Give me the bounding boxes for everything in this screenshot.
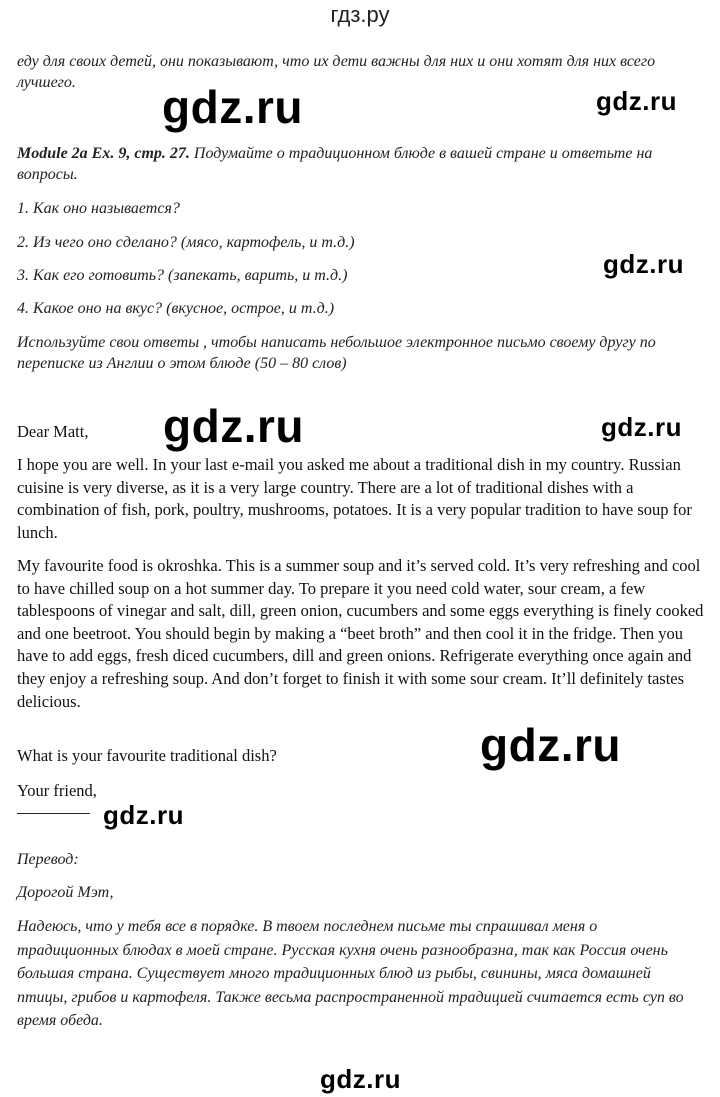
watermark: gdz.ru bbox=[601, 412, 682, 442]
task-reference: Module 2a Ex. 9, стр. 27. bbox=[17, 145, 190, 162]
task-instruction: Используйте свои ответы , чтобы написать небольшое электронное письмо своему другу по переписке из Англии о этом блюде (50 – 80 слов) bbox=[17, 334, 656, 372]
letter-closing: Your friend, bbox=[17, 781, 97, 800]
question-3: 3. Как его готовить? (запекать, варить, и т.д.) bbox=[17, 267, 348, 284]
translation-greeting: Дорогой Мэт, bbox=[17, 884, 114, 901]
watermark: gdz.ru bbox=[103, 800, 184, 830]
question-2: 2. Из чего оно сделано? (мясо, картофель, и т.д.) bbox=[17, 234, 355, 251]
letter-greeting: Dear Matt, bbox=[17, 422, 89, 441]
task-block bbox=[17, 143, 697, 185]
letter-paragraph-2: My favourite food is okroshka. This is a summer soup and it’s served cold. It’s very refreshing and cool to have chilled soup on a hot summer day. To prepare it you need cold water, sour cream, a few tablespoons of vinegar and salt, dill, green onion, cucumbers and some eggs everything is finely cooked and one beetroot. You should begin by making a “beet broth” and then cool it in the fridge. Then you have to add eggs, fresh diced cucumbers, dill and green onions. Refrigerate everything once again and they enjoy a refreshing soup. And don’t forget to finish it with some sour cream. It’ll definitely tastes delicious. bbox=[17, 556, 704, 711]
watermark: gdz.ru bbox=[320, 1064, 401, 1094]
watermark: gdz.ru bbox=[162, 81, 303, 133]
site-header: гдз.ру bbox=[330, 2, 390, 27]
intro-fragment: еду для своих детей, они показывают, что их дети важны для них и они хотят для них всего лучшего. bbox=[17, 53, 656, 91]
signature-line bbox=[17, 813, 90, 814]
watermark: gdz.ru bbox=[480, 719, 621, 771]
letter-paragraph-1: I hope you are well. In your last e-mail you asked me about a traditional dish in my country. Russian cuisine is very diverse, as it is a very large country. There are a lot of traditional dishes with a combination of fish, pork, poultry, mushrooms, potatoes. It is a very popular tradition to have soup for lunch. bbox=[17, 455, 692, 542]
watermark: gdz.ru bbox=[603, 249, 684, 279]
letter-question: What is your favourite traditional dish? bbox=[17, 746, 277, 765]
watermark: gdz.ru bbox=[596, 86, 677, 116]
question-4: 4. Какое оно на вкус? (вкусное, острое, и т.д.) bbox=[17, 300, 335, 317]
question-1: 1. Как оно называется? bbox=[17, 200, 180, 217]
translation-label: Перевод: bbox=[17, 851, 79, 868]
translation-paragraph-1: Надеюсь, что у тебя все в порядке. В твоем последнем письме ты спрашивал меня о традиционных блюдах в моей стране. Русская кухня очень разнообразна, так как Россия очень большая страна. Существует много традиционных блюд из рыбы, свинины, мяса домашней птицы, грибов и картофеля. Также весьма распространенной традицией считается есть суп во время обеда. bbox=[17, 918, 684, 1029]
watermark: gdz.ru bbox=[163, 400, 304, 452]
task-text: Подумайте о традиционном блюде в вашей стране и ответьте на вопросы. bbox=[17, 145, 653, 183]
